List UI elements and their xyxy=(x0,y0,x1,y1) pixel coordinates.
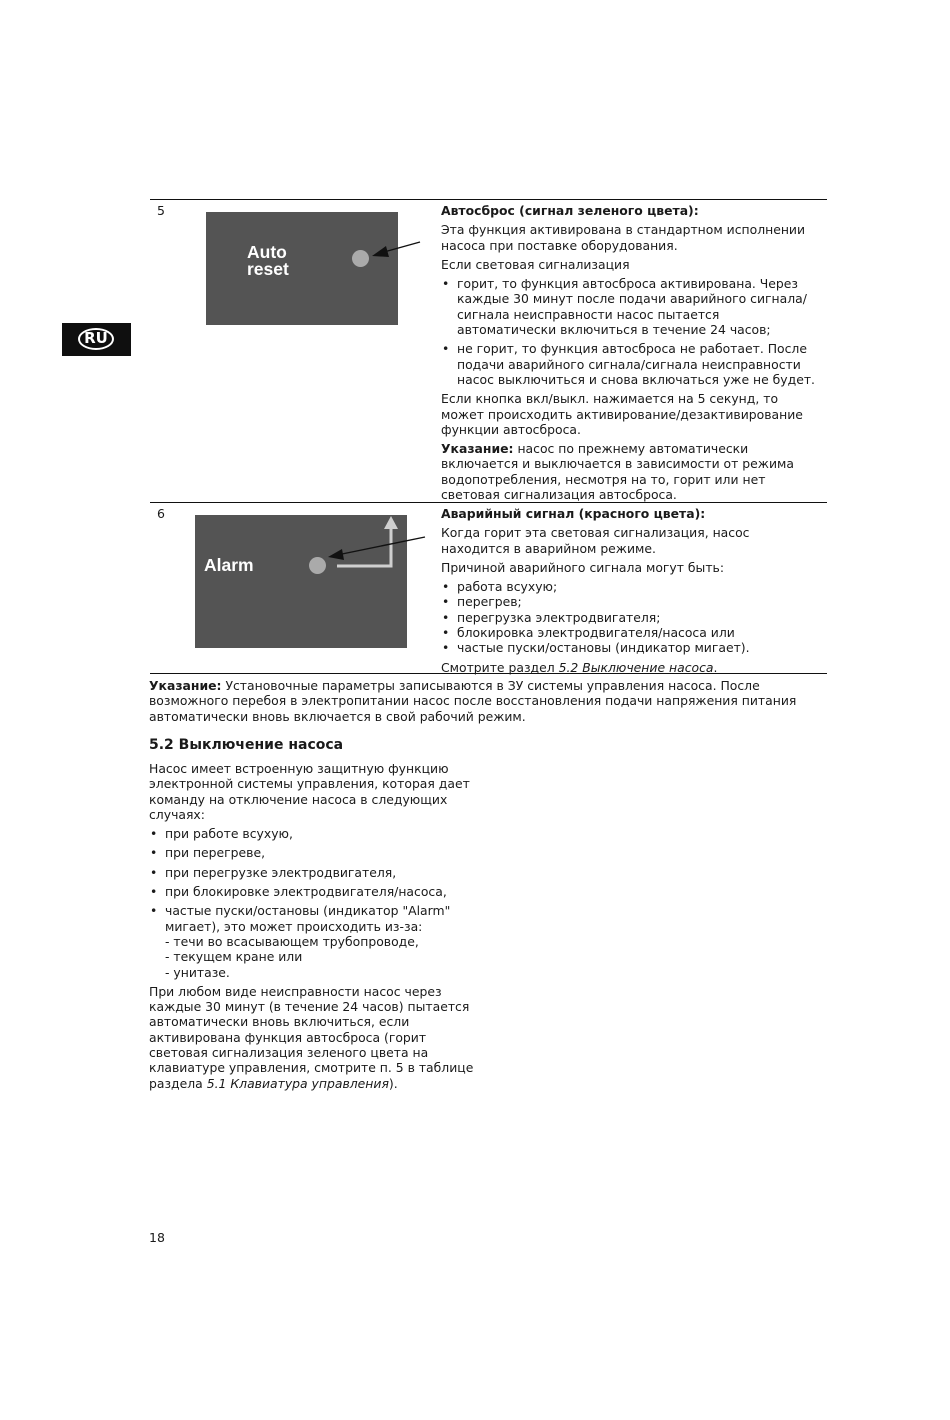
list-item: • горит, то функция автосброса активирована. Через каждые 30 минут после подачи аварийного сигнала/сигнала неисправности насос пытается автоматически включиться в течение 24 часов; xyxy=(441,276,821,337)
sub-item: - течи во всасывающем трубопроводе, xyxy=(165,933,419,949)
language-tab-label: RU xyxy=(78,328,114,350)
list-item: • частые пуски/остановы (индикатор мигает). xyxy=(441,640,821,655)
alarm-title: Аварийный сигнал (красного цвета): xyxy=(441,506,706,521)
note-text: Установочные параметры записываются в ЗУ системы управления насоса. После возможного перебоя в электропитании насос после восстановления подачи напряжения питания автоматически вновь включается в свой рабочий режим. xyxy=(149,678,797,724)
list-item: • не горит, то функция автосброса не работает. После подачи аварийного сигнала/сигнала неисправности насос выключиться и снова включаться уже не будет. xyxy=(441,341,821,387)
sub-item: - текущем кране или xyxy=(165,949,303,965)
list-item: • при перегреве, xyxy=(149,845,479,860)
page-number: 18 xyxy=(149,1230,165,1245)
closing-link: 5.1 Клавиатура управления xyxy=(206,1075,389,1091)
alarm-panel-label: Alarm xyxy=(204,555,254,575)
list-item-text: частые пуски/остановы (индикатор "Alarm" мигает), это может происходить из-за: xyxy=(165,903,451,934)
section-intro: Насос имеет встроенную защитную функцию электронной системы управления, которая дает команду на отключение насоса в следующих случаях: xyxy=(149,761,470,822)
sub-item: - унитазе. xyxy=(165,964,230,980)
list-item: • работа всухую; xyxy=(441,579,821,594)
section-body xyxy=(149,761,479,1095)
list-item xyxy=(149,903,479,979)
list-item: • блокировка электродвигателя/насоса или xyxy=(441,625,821,640)
list-item: • при перегрузке электродвигателя, xyxy=(149,865,479,880)
alarm-paragraph: Причиной аварийного сигнала могут быть: xyxy=(441,559,725,575)
auto-reset-paragraph: Если световая сигнализация xyxy=(441,256,630,272)
list-item: • при работе всухую, xyxy=(149,826,479,841)
section-closing xyxy=(149,984,479,1091)
list-item: • при блокировке электродвигателя/насоса, xyxy=(149,884,479,899)
row-number: 6 xyxy=(157,506,165,521)
list-item: • перегрузка электродвигателя; xyxy=(441,610,821,625)
auto-reset-title: Автосброс (сигнал зеленого цвета): xyxy=(441,203,699,218)
note-text: насос по прежнему автоматически включается и выключается в зависимости от режима водопотребления, несмотря на то, горит или нет световая сигнализация автосброса. xyxy=(441,441,794,503)
row-number: 5 xyxy=(157,203,165,218)
settings-note xyxy=(149,678,824,728)
list-item: • перегрев; xyxy=(441,594,821,609)
cross-reference-suffix: . xyxy=(713,659,718,675)
cross-reference-prefix: Смотрите раздел xyxy=(441,659,559,675)
auto-reset-panel-label: Auto reset xyxy=(247,242,289,279)
alarm-cross-reference xyxy=(441,660,821,675)
cross-reference-link: 5.2 Выключение насоса xyxy=(558,659,714,675)
closing-text: При любом виде неисправности насос через каждые 30 минут (в течение 24 часов) пытается автоматически вновь включиться, если активирована функция автосброса (горит световая сигнализация зеленого цвета на клавиатуре управления, смотрите п. 5 в таблице раздела xyxy=(149,983,474,1091)
closing-suffix: ). xyxy=(388,1075,398,1091)
row-6-description xyxy=(441,506,821,679)
note-label: Указание: xyxy=(441,441,514,457)
alarm-paragraph: Когда горит эта световая сигнализация, насос находится в аварийном режиме. xyxy=(441,525,750,556)
auto-reset-paragraph: Эта функция активирована в стандартном исполнении насоса при поставке оборудования. xyxy=(441,222,806,253)
note-label: Указание: xyxy=(149,678,222,693)
auto-reset-paragraph: Если кнопка вкл/выкл. нажимается на 5 секунд, то может происходить активирование/дезактивирование функции автосброса. xyxy=(441,391,803,437)
section-heading: 5.2 Выключение насоса xyxy=(149,737,344,753)
